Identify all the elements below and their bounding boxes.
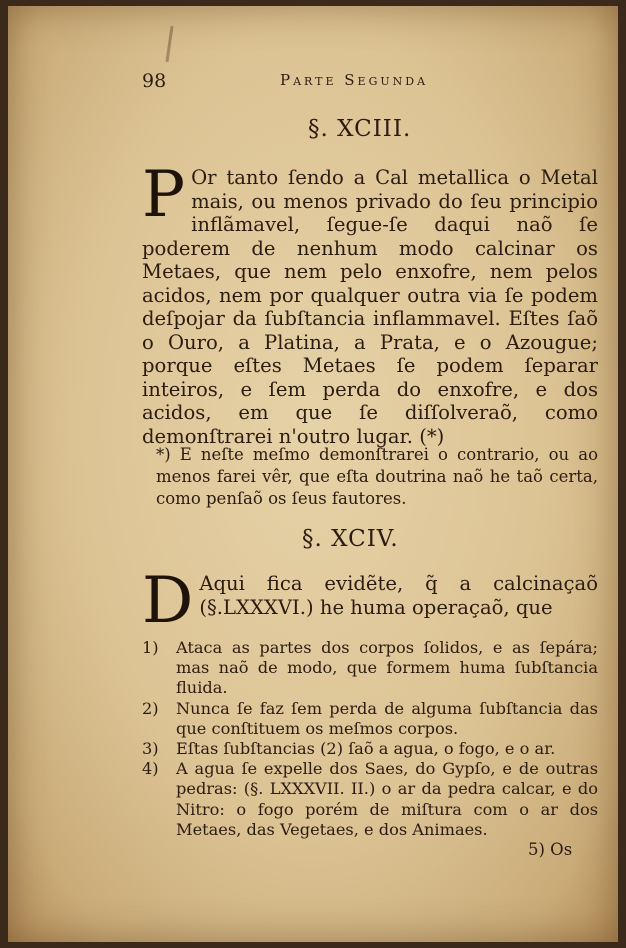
list-item bbox=[142, 699, 598, 739]
list-item bbox=[142, 759, 598, 840]
paragraph-xciii bbox=[142, 158, 598, 448]
page-number: 98 bbox=[142, 70, 167, 92]
list-number: 4) bbox=[142, 759, 159, 779]
section-title-xciii: §. XCIII. bbox=[308, 116, 412, 142]
list-item bbox=[142, 739, 598, 759]
paragraph-xciv bbox=[142, 564, 598, 638]
drop-cap: P bbox=[142, 158, 186, 232]
numbered-list bbox=[142, 638, 598, 840]
catchword: 5) Os bbox=[528, 840, 573, 859]
list-text: A agua ſe expelle dos Saes, do Gypſo, e de outras pedras: (§. LXXXVII. II.) o ar da pedra calcar, e do Nitro: o fogo porém de miſtura com o ar dos Metaes, das Vegetaes, e dos Animaes. bbox=[176, 759, 598, 839]
section-title-xciv: §. XCIV. bbox=[302, 526, 399, 552]
running-head: Parte Segunda bbox=[280, 71, 429, 89]
page-header bbox=[142, 70, 602, 94]
footnote: *) E neſte meſmo demonſtrarei o contrario, ou ao menos farei vêr, que eſta doutrina naõ he taõ certa, como penſaõ os ſeus fautores. bbox=[156, 445, 598, 508]
list-item bbox=[142, 638, 598, 699]
ink-mark bbox=[166, 26, 174, 62]
list-number: 3) bbox=[142, 739, 159, 759]
book-page bbox=[8, 6, 618, 942]
list-number: 1) bbox=[142, 638, 159, 657]
list-text: Eſtas ſubſtancias (2) ſaõ a agua, o fogo, e o ar. bbox=[176, 739, 556, 759]
list-number: 2) bbox=[142, 698, 159, 718]
paragraph-text: Or tanto ſendo a Cal metallica o Metal mais, ou menos privado do ſeu principio inflãmavel, ſegue-ſe daqui naõ ſe poderem de nenhum modo calcinar os Metaes, que nem pelo enxofre, nem pelos acidos, nem por qualquer outra via ſe podem deſpojar da ſubſtancia inflammavel. Eſtes ſaõ o Ouro, a Platina, a Prata, e o Azougue; porque eſtes Metaes ſe podem ſeparar inteiros, e ſem perda do enxofre, e dos acidos, em que ſe diſſolveraõ, como demonſtrarei n'outro lugar. (*) bbox=[142, 166, 598, 448]
list-text: Nunca ſe faz ſem perda de alguma ſubſtancia das que conſtituem os meſmos corpos. bbox=[176, 698, 598, 738]
drop-cap: D bbox=[142, 564, 194, 638]
list-text: Ataca as partes dos corpos ſolidos, e as ſepára; mas naõ de modo, que formem huma ſubſtancia fluida. bbox=[176, 638, 598, 698]
paragraph-text: Aqui fica evidẽte, q̃ a calcinaçaõ (§.LXXXVI.) he huma operaçaõ, que bbox=[199, 572, 598, 619]
